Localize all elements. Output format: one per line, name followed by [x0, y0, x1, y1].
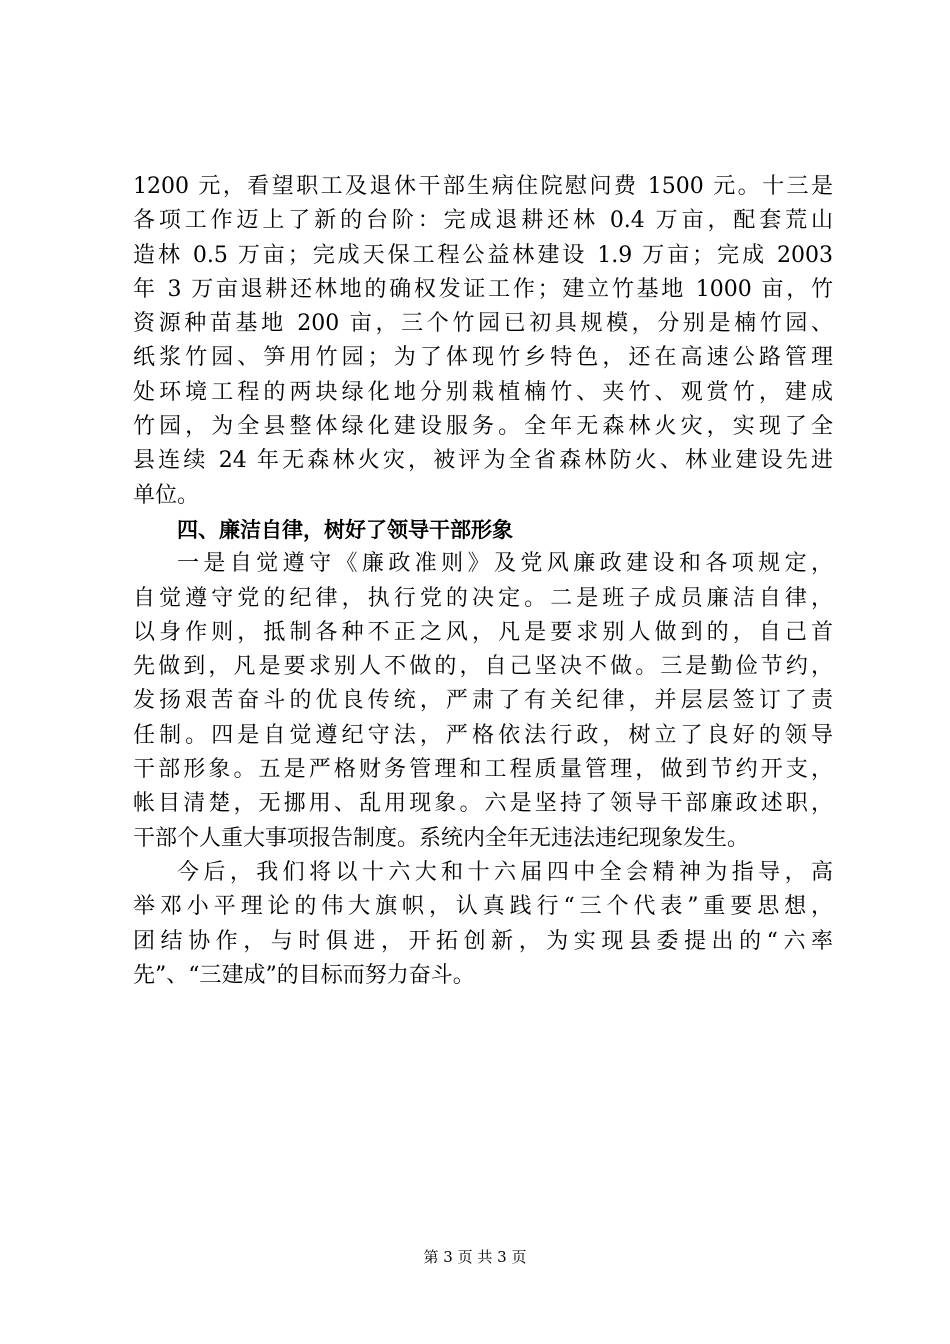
- text-line: 发扬艰苦奋斗的优良传统，严肃了有关纪律，并层层签订了责: [133, 688, 833, 714]
- text-line: 纸浆竹园、笋用竹园；为了体现竹乡特色，还在高速公路管理: [133, 345, 833, 371]
- text-line: 团结协作，与时俱进，开拓创新，为实现县委提出的“六率: [133, 928, 833, 954]
- text-line: 任制。四是自觉遵纪守法，严格依法行政，树立了良好的领导: [133, 722, 833, 748]
- text-line: 年 3 万亩退耕还林地的确权发证工作；建立竹基地 1000 亩，竹: [133, 276, 833, 302]
- text-line: 处环境工程的两块绿化地分别栽植楠竹、夹竹、观赏竹，建成: [133, 379, 833, 405]
- document-body: [133, 170, 833, 993]
- section-heading: 四、廉洁自律，树好了领导干部形象: [177, 517, 513, 542]
- text-line: 帐目清楚，无挪用、乱用现象。六是坚持了领导干部廉政述职，: [133, 791, 833, 817]
- text-line: 各项工作迈上了新的台阶：完成退耕还林 0.4 万亩，配套荒山: [133, 208, 833, 234]
- text-line: 资源种苗基地 200 亩，三个竹园已初具规模，分别是楠竹园、: [133, 311, 833, 337]
- text-line: 先”、“三建成”的目标而努力奋斗。: [133, 962, 475, 988]
- page-number-footer: 第 3 页 共 3 页: [423, 1248, 527, 1266]
- text-line: 1200 元，看望职工及退休干部生病住院慰问费 1500 元。十三是: [133, 174, 833, 199]
- text-line: 今后，我们将以十六大和十六届四中全会精神为指导，高: [177, 859, 833, 885]
- paragraph-integrity: [133, 547, 833, 856]
- text-line: 干部个人重大事项报告制度。系统内全年无违法违纪现象发生。: [133, 825, 750, 851]
- text-line: 造林 0.5 万亩；完成天保工程公益林建设 1.9 万亩；完成 2003: [133, 242, 833, 268]
- text-line: 一是自觉遵守《廉政准则》及党风廉政建设和各项规定，: [177, 551, 833, 577]
- text-line: 县连续 24 年无森林火灾，被评为全省森林防火、林业建设先进: [133, 448, 833, 474]
- text-line: 竹园，为全县整体绿化建设服务。全年无森林火灾，实现了全: [133, 414, 833, 440]
- paragraph-achievements: [133, 170, 833, 513]
- text-line: 单位。: [133, 482, 200, 508]
- text-line: 干部形象。五是严格财务管理和工程质量管理，做到节约开支，: [133, 757, 833, 783]
- text-line: 以身作则，抵制各种不正之风，凡是要求别人做到的，自己首: [133, 619, 833, 645]
- text-line: 举邓小平理论的伟大旗帜，认真践行“三个代表”重要思想，: [133, 894, 833, 920]
- paragraph-outlook: [133, 856, 833, 993]
- text-line: 自觉遵守党的纪律，执行党的决定。二是班子成员廉洁自律，: [133, 585, 833, 611]
- text-line: 先做到，凡是要求别人不做的，自己坚决不做。三是勤俭节约，: [133, 654, 833, 680]
